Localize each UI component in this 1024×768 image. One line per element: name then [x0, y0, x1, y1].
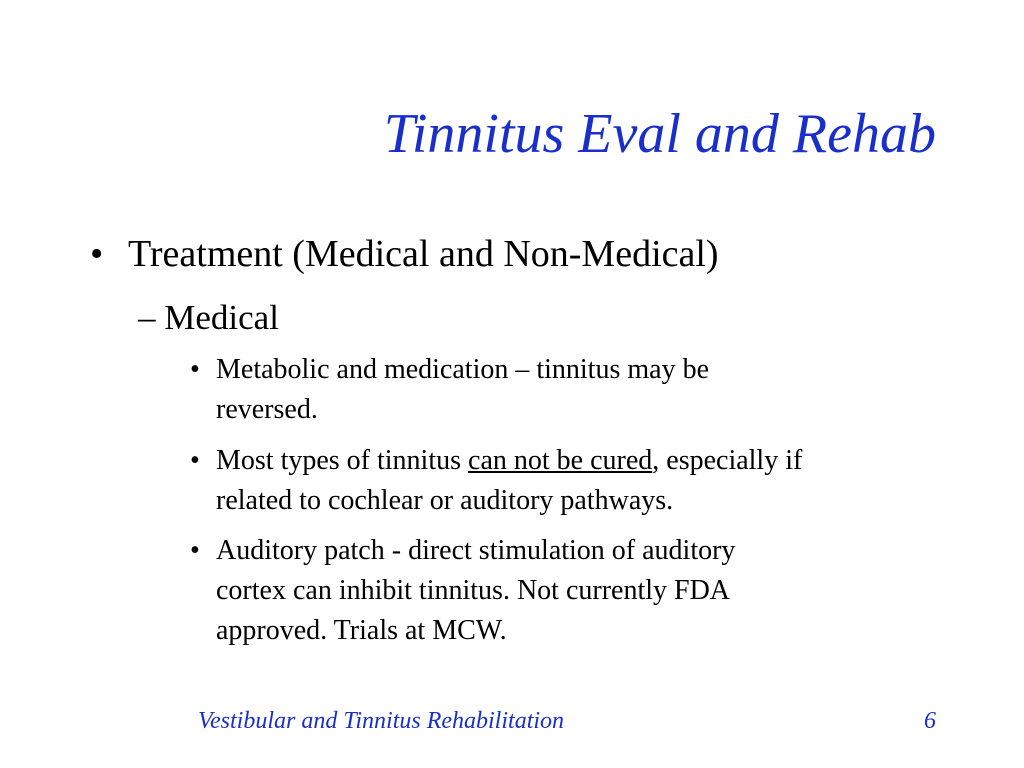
sub-bullet-text: Medical [164, 298, 279, 337]
underlined-emphasis: can not be cured [468, 445, 653, 476]
detail-line: reversed. [216, 394, 318, 425]
detail-text [216, 350, 946, 430]
bullet-marker: • [190, 535, 200, 566]
detail-text [216, 441, 946, 521]
bullet-marker: • [190, 354, 200, 385]
detail-line: approved. Trials at MCW. [216, 615, 507, 646]
bullet-marker: • [190, 445, 200, 476]
footer-title: Vestibular and Tinnitus Rehabilitation [198, 708, 565, 734]
detail-line: Metabolic and medication – tinnitus may be [216, 354, 709, 385]
detail-line: Auditory patch - direct stimulation of auditory [216, 535, 736, 566]
bullet-text: Treatment (Medical and Non-Medical) [128, 233, 719, 275]
detail-text-pre: Most types of tinnitus [216, 445, 469, 476]
slide-title: Tinnitus Eval and Rehab [383, 103, 936, 165]
detail-text-post: , especially if [652, 445, 803, 476]
sub-bullet-medical [138, 296, 279, 340]
bullet-marker: • [90, 233, 104, 275]
detail-line: related to cochlear or auditory pathways. [216, 485, 674, 516]
detail-text [216, 531, 946, 651]
detail-line: cortex can inhibit tinnitus. Not currently FDA [216, 575, 731, 606]
page-number: 6 [924, 708, 936, 734]
dash-marker: – [138, 298, 156, 337]
